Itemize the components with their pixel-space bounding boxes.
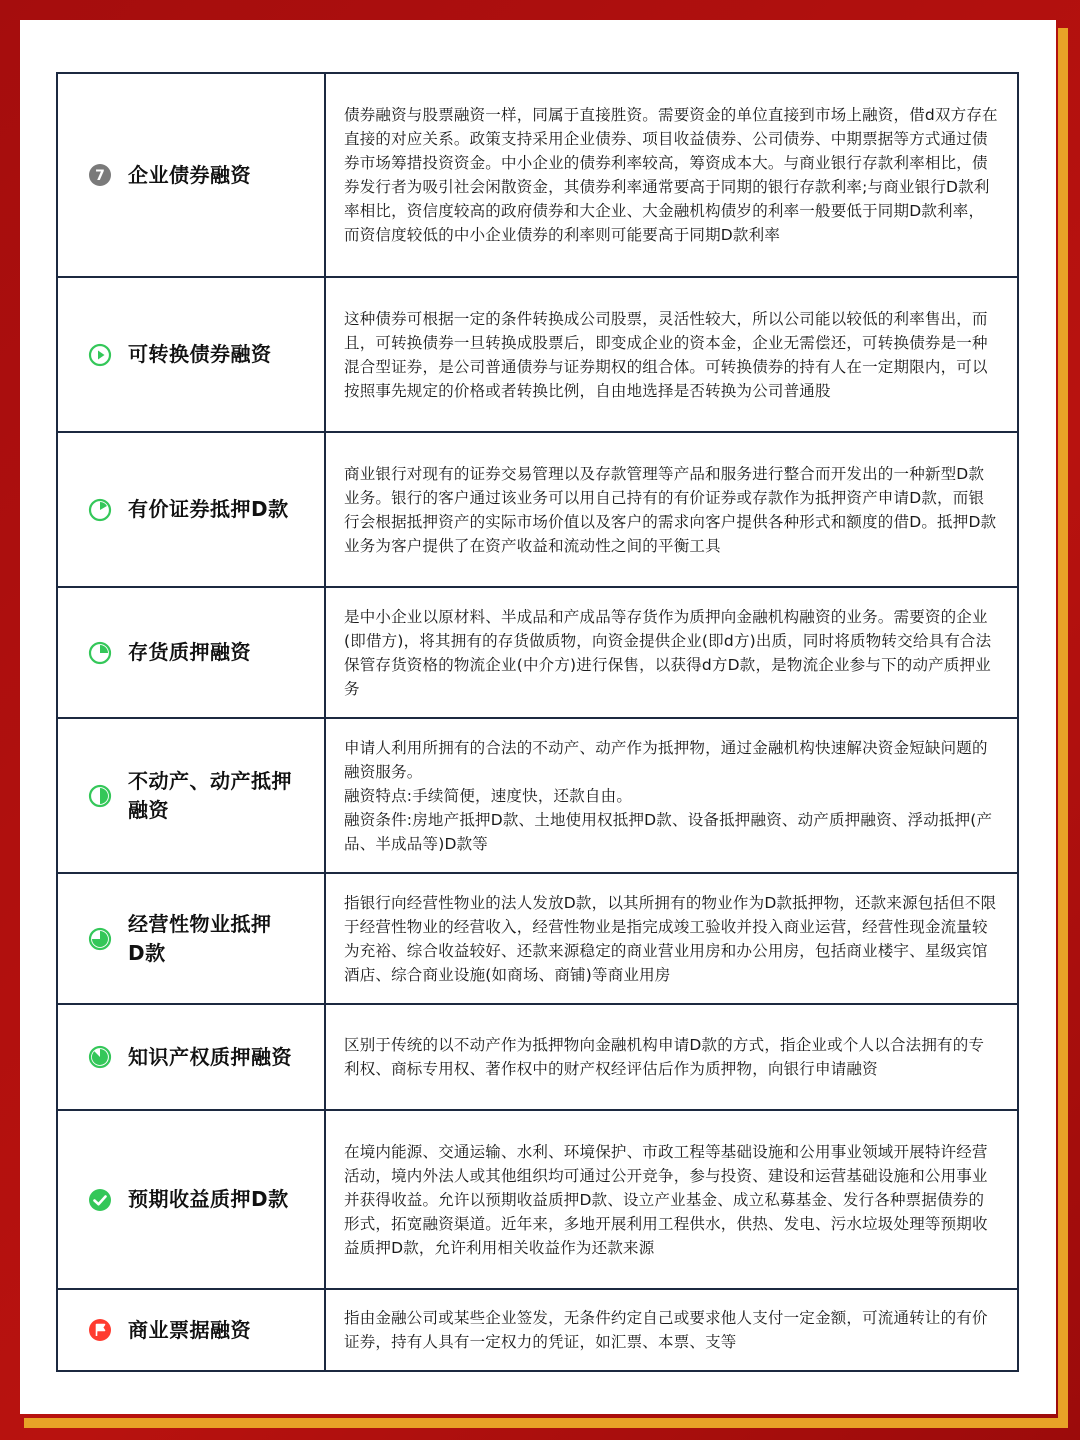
row-title: 知识产权质押融资 [128,1044,292,1069]
pie-progress-4-icon [88,927,112,951]
pie-progress-2-icon [88,641,112,665]
svg-text:7: 7 [95,168,105,184]
row-title-cell [57,873,325,1004]
row-title: 不动产、动产抵押 融资 [128,768,292,822]
row-description: 这种债券可根据一定的条件转换成公司股票，灵活性较大，所以公司能以较低的利率售出，而且，可转换债券一旦转换成股票后，即变成企业的资本金，企业无需偿还，可转换债券是一种混合型证券，是公司普通债券与证券期权的组合体。可转换债券的持有人在一定期限内，可以按照事先规定的价格或者转换比例，自由地选择是否转换为公司普通股 [344,309,988,400]
table-row [57,432,1018,587]
table-row [57,873,1018,1004]
row-title: 经营性物业抵押 D款 [128,911,272,965]
flag-circle-icon [88,1318,112,1342]
row-title: 存货质押融资 [128,640,251,664]
pie-progress-5-icon [88,1045,112,1069]
row-description: 是中小企业以原材料、半成品和产成品等存货作为质押向金融机构融资的业务。需要资的企业(即借方)，将其拥有的存货做质物，向资金提供企业(即d方)出质，同时将质物转交给具有合法保管存货资格的物流企业(中介方)进行保售，以获得d方D款，是物流企业参与下的动产质押业务 [344,607,992,698]
row-title: 企业债券融资 [128,162,251,187]
table-row [57,73,1018,277]
table-row [57,1110,1018,1289]
row-description: 商业银行对现有的证券交易管理以及存款管理等产品和服务进行整合而开发出的一种新型D款业务。银行的客户通过该业务可以用自己持有的有价证券或存款作为抵押资产申请D款，而银行会根据抵押资产的实际市场价值以及客户的需求向客户提供各种形式和额度的借D。抵押D款业务为客户提供了在资产收益和流动性之间的平衡工具 [344,464,997,555]
row-title-cell [57,432,325,587]
row-title: 商业票据融资 [128,1317,251,1342]
pie-progress-3-icon [88,784,112,808]
row-title-cell [57,1289,325,1371]
row-description-cell [325,1110,1018,1289]
row-description-cell [325,873,1018,1004]
row-description: 在境内能源、交通运输、水利、环境保护、市政工程等基础设施和公用事业领域开展特许经营活动，境内外法人或其他组织均可通过公开竞争，参与投资、建设和运营基础设施和公用事业并获得收益。允许以预期收益质押D款、设立产业基金、成立私募基金、发行各种票据债券的形式，拓宽融资渠道。近年来，多地开展利用工程供水，供热、发电、污水垃圾处理等预期收益质押D款，允许利用相关收益作为还款来源 [344,1142,988,1257]
table-row [57,277,1018,432]
row-description-cell [325,1289,1018,1371]
row-title-cell [57,73,325,277]
table-row [57,718,1018,873]
row-title-cell [57,1004,325,1110]
table-row [57,1004,1018,1110]
row-description-cell [325,277,1018,432]
financing-methods-table [56,72,1019,1372]
row-description-cell [325,73,1018,277]
row-description-cell [325,587,1018,718]
table-row [57,1289,1018,1371]
row-description: 债券融资与股票融资一样，同属于直接胜资。需要资金的单位直接到市场上融资，借d双方存在直接的对应关系。政策支持采用企业债券、项目收益债券、公司债券、中期票据等方式通过债券市场筹措投资资金。中小企业的债券利率较高，筹资成本大。与商业银行存款利率相比，债券发行者为吸引社会闲散资金，其债券利率通常要高于同期的银行存款利率;与商业银行D款利率相比，资信度较高的政府债券和大企业、大金融机构债岁的利率一般要低于同期D款利率，而资信度较低的中小企业债券的利率则可能要高于同期D款利率 [344,106,998,244]
gold-accent-line-right [1058,28,1068,1428]
play-circle-icon [88,343,112,367]
row-description: 指由金融公司或某些企业签发，无条件约定自己或要求他人支付一定金额，可流通转让的有价证券，持有人具有一定权力的凭证，如汇票、本票、支等 [344,1309,988,1351]
row-title: 预期收益质押D款 [128,1187,289,1211]
row-title-cell [57,587,325,718]
check-circle-icon [88,1188,112,1212]
row-description: 指银行向经营性物业的法人发放D款，以其所拥有的物业作为D款抵押物，还款来源包括但不限于经营性物业的经营收入，经营性物业是指完成竣工验收并投入商业运营，经营性现金流量较为充裕、综合收益较好、还款来源稳定的商业营业用房和办公用房，包括商业楼宇、星级宾馆酒店、综合商业设施(如商场、商铺)等商业用房 [344,893,997,984]
row-title: 有价证券抵押D款 [128,497,289,521]
row-description-cell [325,1004,1018,1110]
row-title-cell [57,718,325,873]
row-title: 可转换债券融资 [128,342,272,366]
table-row [57,587,1018,718]
row-description-cell [325,718,1018,873]
row-description: 区别于传统的以不动产作为抵押物向金融机构申请D款的方式，指企业或个人以合法拥有的专利权、商标专用权、著作权中的财产权经评估后作为质押物，向银行申请融资 [344,1036,985,1078]
pie-progress-1-icon [88,498,112,522]
gold-accent-line-bottom [24,1418,1068,1428]
row-title-cell [57,1110,325,1289]
row-description: 申请人利用所拥有的合法的不动产、动产作为抵押物，通过金融机构快速解决资金短缺问题的融资服务。 融资特点:手续简便，速度快，还款自由。 融资条件:房地产抵押D款、土地使用权抵押D款、设备抵押融资、动产质押融资、浮动抵押(产品、半成品等)D款等 [344,738,993,853]
row-title-cell [57,277,325,432]
number-7-badge-icon [88,163,112,187]
row-description-cell [325,432,1018,587]
